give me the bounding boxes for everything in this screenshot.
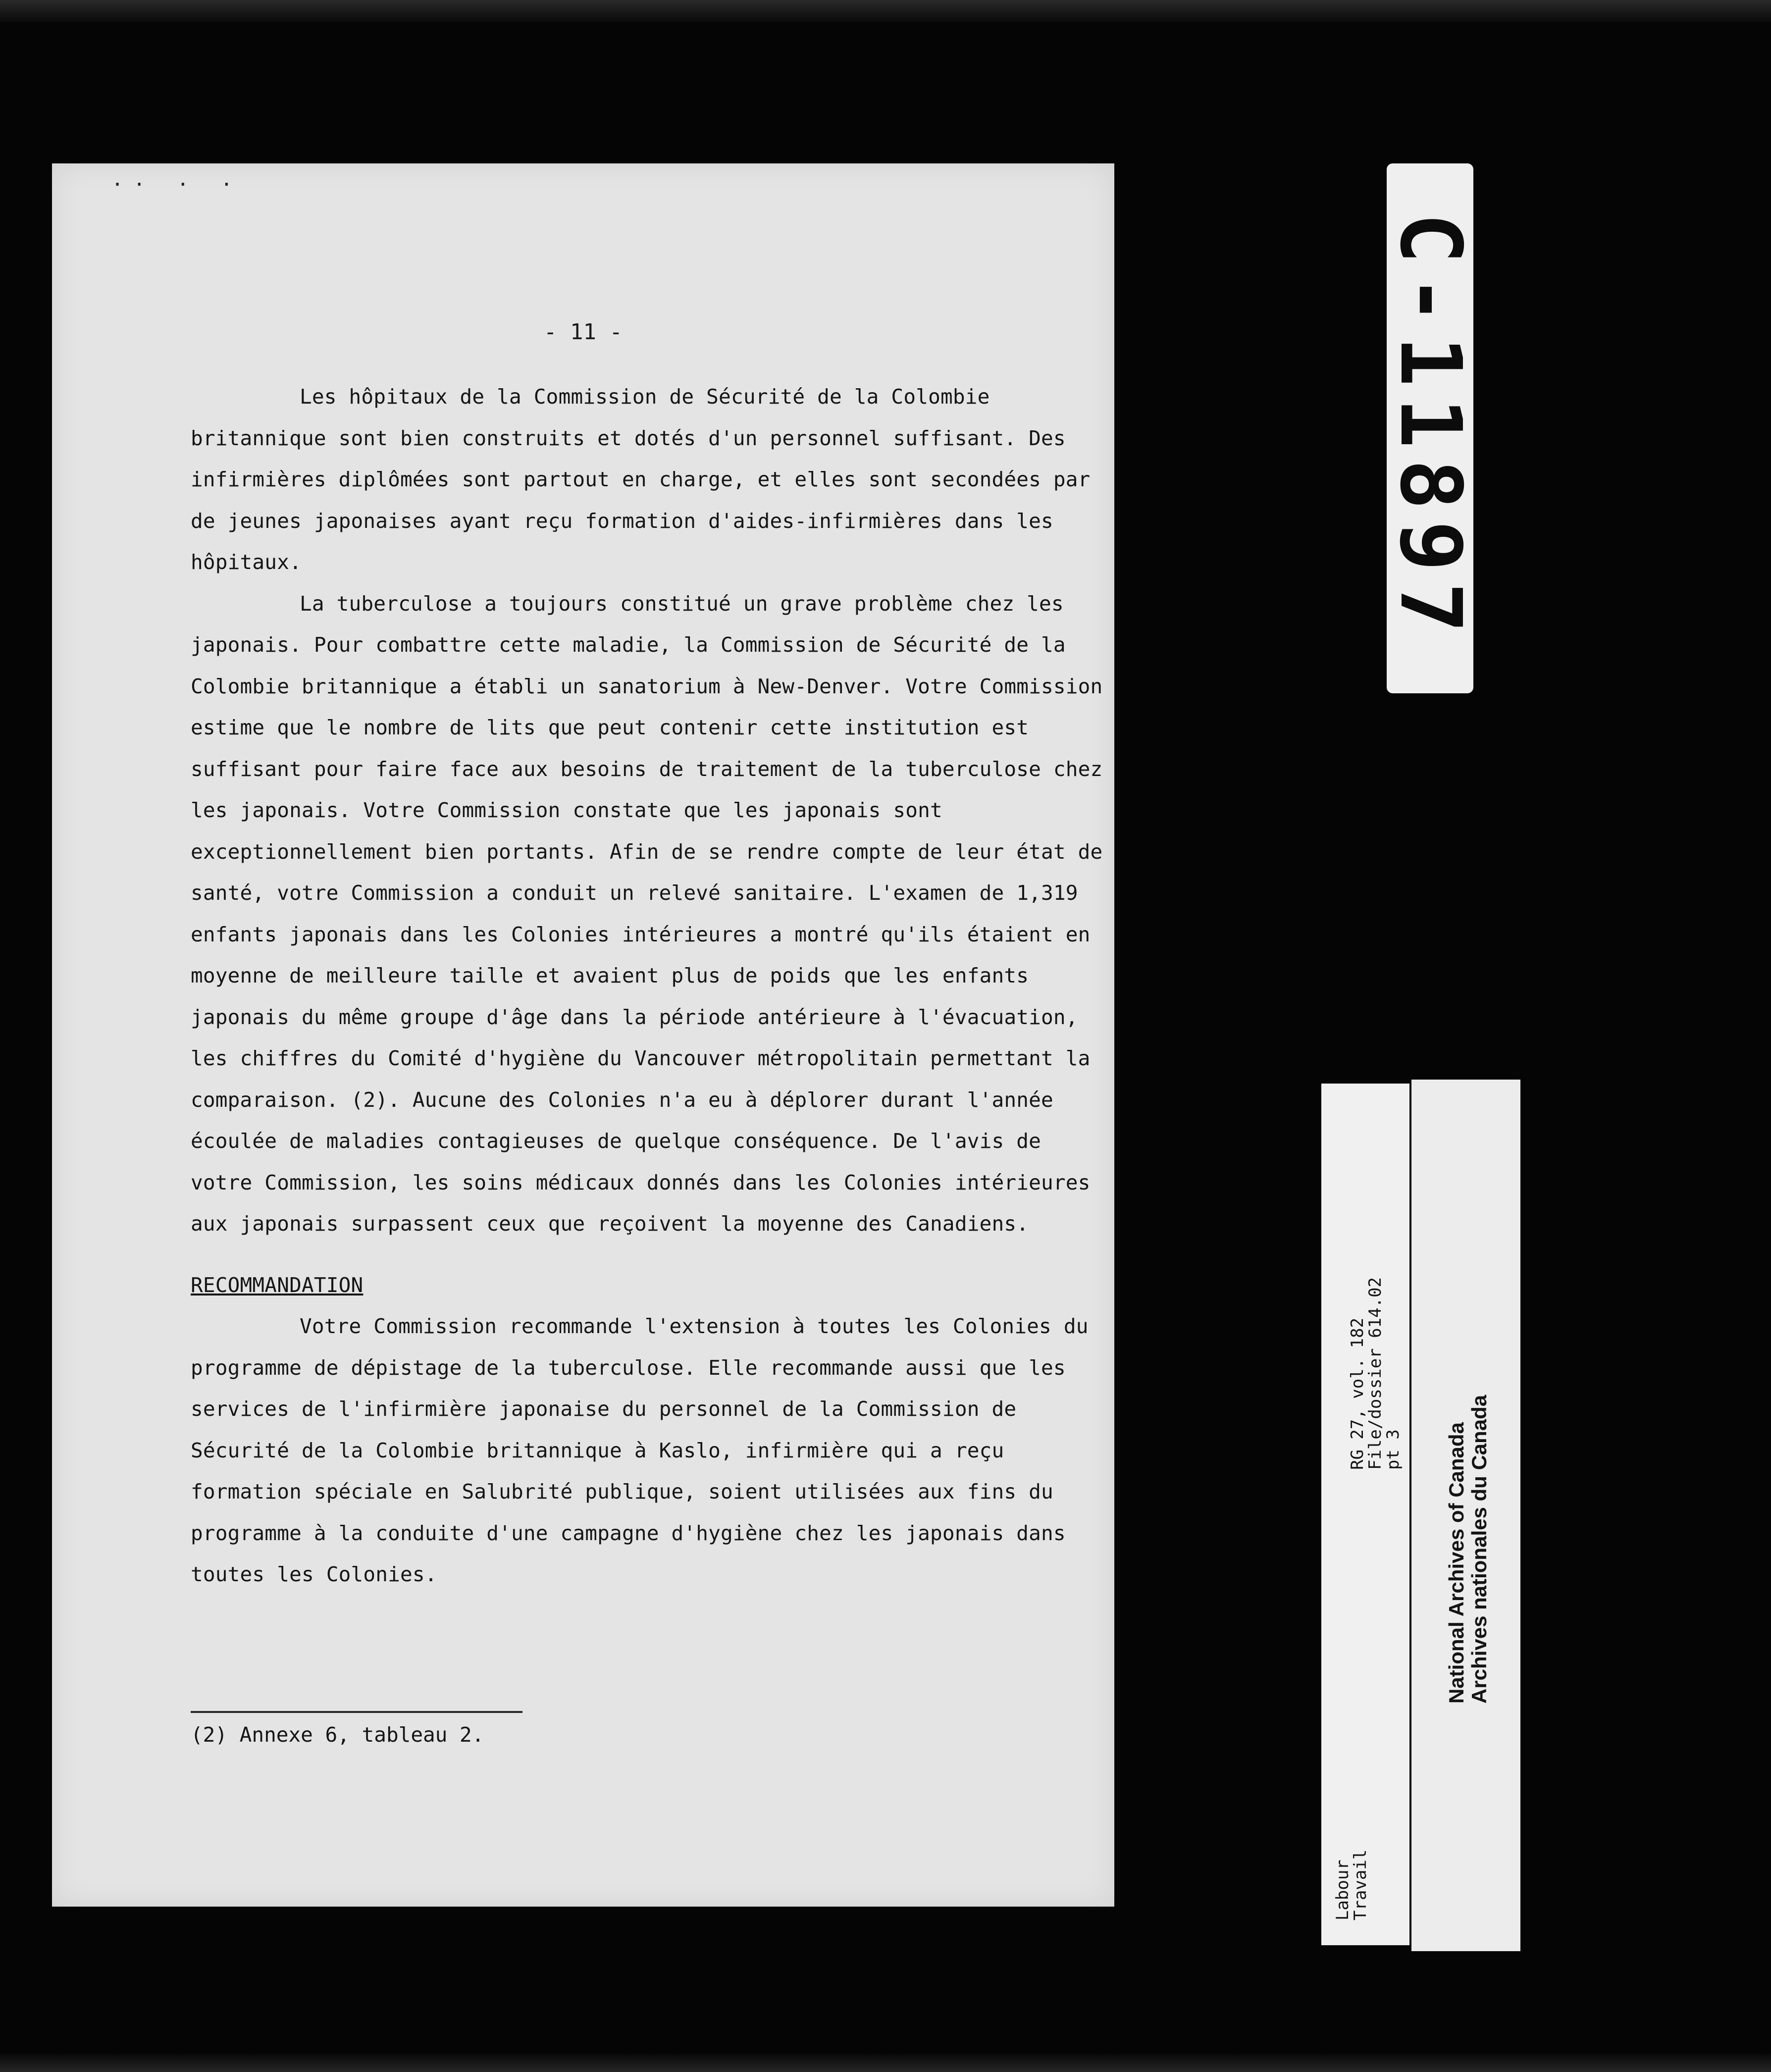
paragraph-tuberculosis: La tuberculose a toujours constitué un grave problème chez les japonais. Pour combattre cette maladie, la Commission de Sécurité de la Colombie britannique a établi un sanatorium à New-Denver. Votre Commission estime que le nombre de lits que peut contenir cette institution est suffisant pour faire face aux besoins de traitement de la tuberculose chez les japonais. Votre Commission constate que les japonais sont exceptionnellement bien portants. Afin de se rendre compte de leur état de santé, votre Commission a conduit un relevé sanitaire. L'examen de 1,319 enfants japonais dans les Colonies intérieures a montré qu'ils étaient en moyenne de meilleure taille et avaient plus de poids que les enfants japonais du même groupe d'âge dans la période antérieure à l'évacuation, les chiffres du Comité d'hygiène du Vancouver métropolitain permettant la comparaison. (2). Aucune des Colonies n'a eu à déplorer durant l'année écoulée de maladies contagieuses de quelque conséquence. De l'avis de votre Commission, les soins médicaux donnés dans les Colonies intérieures aux japonais surpassent ceux que reçoivent la moyenne des Canadiens. bbox=[191, 591, 1103, 1236]
archive-institution-label bbox=[1411, 1080, 1520, 1951]
frame-number: C-11897 bbox=[1381, 212, 1479, 644]
department-line-2: Travail bbox=[1351, 1849, 1370, 1920]
document-page bbox=[52, 163, 1114, 1907]
footnote-rule bbox=[191, 1711, 522, 1713]
institution-text bbox=[1445, 1395, 1491, 1704]
institution-line-en: National Archives of Canada bbox=[1445, 1422, 1468, 1704]
archive-reference-label bbox=[1321, 1084, 1409, 1945]
page-number: - 11 - bbox=[544, 319, 623, 345]
footnote-text: (2) Annexe 6, tableau 2. bbox=[191, 1723, 484, 1747]
frame-number-strip bbox=[1381, 163, 1479, 693]
department-text bbox=[1334, 1850, 1369, 1920]
reference-line-2: File/dossier 614.02 bbox=[1365, 1277, 1385, 1470]
paragraph-hospitals: Les hôpitaux de la Commission de Sécurité de la Colombie britannique sont bien construits et dotés d'un personnel suffisant. Des infirmières diplômées sont partout en charge, et elles sont secondées par de jeunes japonaises ayant reçu formation d'aides-infirmières dans les hôpitaux. bbox=[191, 385, 1091, 574]
page-specks: ·· · · bbox=[111, 173, 243, 196]
reference-line-3: pt 3 bbox=[1383, 1429, 1403, 1470]
reference-line-1: RG 27, vol. 182 bbox=[1348, 1317, 1367, 1470]
reference-text bbox=[1349, 1277, 1402, 1470]
section-heading: RECOMMANDATION bbox=[191, 1273, 364, 1297]
institution-line-fr: Archives nationales du Canada bbox=[1467, 1395, 1491, 1704]
department-line-1: Labour bbox=[1333, 1860, 1353, 1920]
footnote bbox=[191, 1711, 1112, 1747]
film-top-edge bbox=[0, 0, 1771, 22]
paragraph-recommendation: Votre Commission recommande l'extension à toutes les Colonies du programme de dépistage de la tuberculose. Elle recommande aussi que les services de l'infirmière japonaise du personnel de la Commission de Sécurité de la Colombie britannique à Kaslo, infirmière qui a reçu formation spéciale en Salubrité publique, soient utilisées aux fins du programme à la conduite d'une campagne d'hygiène chez les japonais dans toutes les Colonies. bbox=[191, 1314, 1089, 1586]
film-bottom-edge bbox=[0, 2054, 1771, 2072]
document-body bbox=[191, 376, 1112, 1596]
